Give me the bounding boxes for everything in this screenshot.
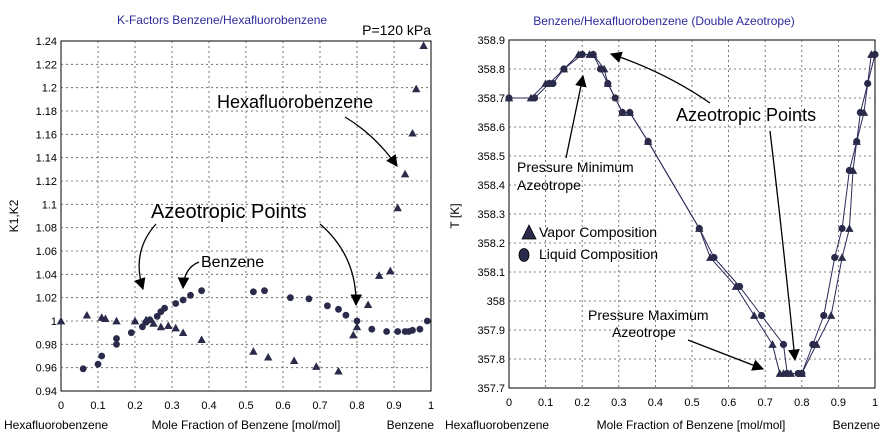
circle-marker (335, 306, 342, 313)
x-end-label-left: Hexafluorobenzene (445, 418, 550, 432)
y-tick-label: 1.22 (35, 59, 57, 72)
circle-marker (871, 51, 878, 58)
circle-marker (597, 65, 604, 72)
y-tick-label: 358.1 (477, 267, 505, 279)
x-end-label-right: Benzene (832, 418, 880, 432)
circle-marker (198, 287, 205, 294)
circle-marker (846, 167, 853, 174)
circle-marker (250, 288, 257, 295)
circle-marker (180, 297, 187, 304)
circle-marker (80, 365, 87, 372)
y-tick-label: 358.5 (477, 151, 505, 163)
x-tick-label: 0.5 (238, 400, 254, 412)
x-tick-label: 0.2 (127, 400, 143, 412)
x-tick-label: 1 (427, 400, 435, 412)
circle-marker (710, 254, 717, 261)
y-tick-label: 357.8 (477, 354, 505, 366)
y-axis-label: K1,K2 (7, 199, 21, 233)
circle-marker (187, 292, 194, 299)
annotation-line: Pressure Maximum (588, 307, 709, 323)
y-tick-label: 357.9 (477, 325, 505, 337)
annotation-line: Pressure Minimum (517, 159, 634, 175)
y-tick-label: 358.3 (477, 209, 505, 221)
circle-marker (409, 327, 416, 334)
k-factor-chart (4, 13, 434, 432)
circle-marker (306, 295, 313, 302)
temperature-composition-chart (445, 14, 880, 432)
circle-marker (619, 109, 626, 116)
circle-marker (161, 305, 168, 312)
y-tick-label: 1.1 (41, 199, 57, 212)
circle-marker (98, 353, 105, 360)
chart-title: K-Factors Benzene/Hexafluorobenzene (116, 13, 328, 27)
x-tick-label: 0.1 (90, 400, 106, 412)
circle-marker (644, 138, 651, 145)
circle-marker (784, 370, 791, 377)
circle-marker (853, 138, 860, 145)
annotation-benzene: Benzene (201, 254, 265, 271)
x-end-label-right: Benzene (386, 418, 434, 432)
circle-marker (838, 225, 845, 232)
chart-subtitle: P=120 kPa (362, 22, 431, 38)
y-tick-label: 1.16 (35, 129, 57, 142)
circle-marker (831, 254, 838, 261)
circle-marker (113, 335, 120, 342)
y-tick-label: 0.98 (35, 339, 57, 352)
circle-marker (417, 326, 424, 333)
annotation-line: Azeotrope (517, 177, 581, 193)
circle-marker (95, 361, 102, 368)
x-tick-label: 0.7 (312, 400, 328, 412)
chart-title: Benzene/Hexafluorobenzene (Double Azeotrope) (533, 14, 795, 28)
y-tick-labels (477, 35, 505, 395)
y-tick-label: 1.2 (41, 82, 57, 95)
x-tick-label: 0.5 (684, 397, 700, 409)
x-tick-label: 0.2 (574, 397, 590, 409)
x-tick-labels (58, 400, 434, 412)
circle-marker (531, 94, 538, 101)
y-tick-label: 358.8 (477, 64, 505, 76)
annotation-azeotropic-points: Azeotropic Points (151, 201, 307, 223)
y-axis-label: T [K] (448, 203, 462, 229)
circle-marker (383, 328, 390, 335)
y-tick-label: 358.7 (477, 93, 505, 105)
circle-marker (820, 312, 827, 319)
y-tick-labels (36, 36, 57, 398)
circle-marker (505, 94, 512, 101)
x-tick-label: 0 (57, 400, 65, 412)
x-tick-label: 0.4 (647, 397, 664, 409)
circle-marker (113, 341, 120, 348)
circle-marker (604, 80, 611, 87)
y-tick-label: 358.9 (477, 35, 505, 47)
y-tick-label: 357.7 (477, 383, 505, 395)
annotation-azeotropic-points: Azeotropic Points (676, 105, 817, 125)
y-tick-label: 0.96 (35, 362, 57, 375)
circle-marker (343, 312, 350, 319)
circle-marker (549, 80, 556, 87)
circle-marker (798, 370, 805, 377)
x-tick-label: 1 (871, 397, 879, 409)
x-tick-labels (506, 397, 878, 409)
circle-marker (368, 326, 375, 333)
legend-label: Vapor Composition (539, 224, 658, 240)
circle-marker (780, 341, 787, 348)
x-tick-label: 0.9 (830, 397, 847, 409)
annotation-line: Azeotrope (612, 324, 676, 340)
y-tick-label: 358 (486, 296, 505, 308)
circle-marker (287, 294, 294, 301)
legend-circle-icon (519, 249, 529, 262)
circle-marker (626, 109, 633, 116)
y-tick-label: 1 (50, 316, 57, 328)
legend-label: Liquid Composition (539, 246, 659, 262)
circle-marker (394, 328, 401, 335)
annotation-hexafluorobenzene: Hexafluorobenzene (217, 92, 374, 112)
x-tick-label: 0.6 (720, 397, 737, 409)
y-tick-label: 1.02 (35, 292, 57, 305)
x-tick-label: 0.6 (275, 400, 291, 412)
circle-marker (424, 318, 431, 325)
x-tick-label: 0.4 (201, 400, 217, 412)
x-end-label-left: Hexafluorobenzene (4, 418, 109, 432)
x-tick-label: 0.1 (537, 397, 554, 409)
y-tick-label: 1.08 (35, 222, 57, 235)
y-tick-label: 1.12 (35, 176, 57, 188)
circle-marker (612, 94, 619, 101)
x-axis-label: Mole Fraction of Benzene [mol/mol] (596, 418, 786, 432)
y-tick-label: 1.18 (35, 106, 57, 118)
circle-marker (696, 225, 703, 232)
x-tick-label: 0.8 (794, 397, 810, 409)
y-tick-label: 358.4 (477, 180, 505, 192)
circle-marker (758, 312, 765, 319)
circle-marker (324, 302, 331, 309)
x-axis-label: Mole Fraction of Benzene [mol/mol] (151, 418, 341, 432)
x-tick-label: 0.3 (164, 400, 180, 412)
circle-marker (560, 65, 567, 72)
circle-marker (590, 51, 597, 58)
x-tick-label: 0.8 (349, 400, 365, 412)
circle-marker (172, 300, 179, 307)
y-tick-label: 1.06 (35, 246, 57, 258)
x-tick-label: 0.7 (757, 397, 773, 409)
y-tick-label: 1.14 (35, 152, 57, 165)
circle-marker (736, 283, 743, 290)
y-tick-label: 1.04 (35, 269, 57, 282)
x-tick-label: 0.3 (611, 397, 627, 409)
circle-marker (261, 287, 268, 294)
y-tick-label: 358.6 (477, 122, 505, 134)
circle-marker (864, 80, 871, 87)
y-tick-label: 0.94 (35, 386, 57, 398)
circle-marker (857, 109, 864, 116)
y-tick-label: 358.2 (477, 238, 505, 250)
circle-marker (579, 51, 586, 58)
y-tick-label: 1.24 (35, 36, 57, 48)
x-tick-label: 0.9 (386, 400, 402, 412)
x-tick-label: 0 (505, 397, 513, 409)
circle-marker (809, 341, 816, 348)
circle-marker (128, 329, 135, 336)
